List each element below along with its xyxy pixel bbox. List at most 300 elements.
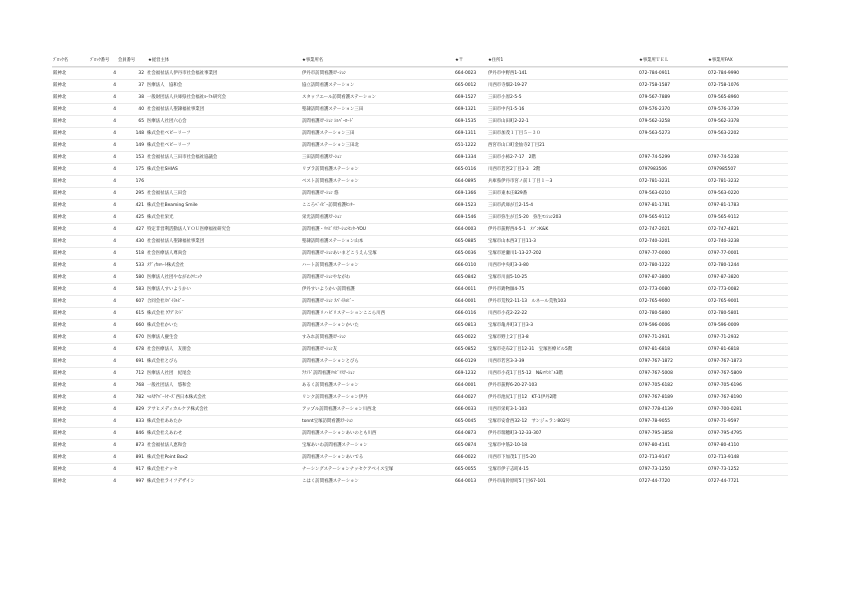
tel-cell: 0797-78-9055 [639,419,671,424]
tel-cell: 0797-81-1781 [639,203,671,208]
office-name-cell: 訪問看護ステーションとびら [302,359,359,364]
table-row [52,223,788,235]
table-row [52,427,788,439]
table-row [52,151,788,163]
block-number-cell: 4 [113,335,116,340]
member-number-cell: 678 [135,347,144,352]
fax-cell: 072-758-1076 [708,83,740,88]
postal-code-cell: 665-0874 [455,443,477,448]
member-number-cell: 660 [135,323,144,328]
block-number-cell: 4 [113,251,116,256]
fax-cell: 079-562-3378 [708,119,740,124]
office-name-cell: 訪問看護ステーション三田北 [302,143,359,148]
office-name-cell: こころﾍﾞｲﾋﾞｰ訪問看護ｾﾝﾀｰ [302,203,355,208]
office-name-cell: 伊丹市訪問看護ｽﾃｰｼｮﾝ [302,71,346,76]
operator-cell: 株式会社えあわせ [147,431,183,436]
table-row [52,283,788,295]
office-name-cell: 訪問看護ステーションかいた [302,323,359,328]
table-row [52,415,788,427]
office-name-cell: すみれ訪問看護ｽﾃｰｼｮﾝ [302,335,346,340]
member-number-cell: 153 [135,155,144,160]
member-number-cell: 427 [135,227,144,232]
block-name-cell: 阪神北 [53,479,67,484]
address-cell: 伊丹市荻野6-20-27-103 [488,383,538,388]
address-cell: 川西市小花1丁目5-12 N&ﾏﾘﾝﾋﾞﾙ3階 [488,371,563,376]
tel-cell: 079-562-3258 [639,119,671,124]
table-row [52,127,788,139]
postal-code-cell: 665-0885 [455,239,477,244]
block-name-cell: 阪神北 [53,143,67,148]
office-name-cell: 訪問看護ｽﾃｰｼｮﾝ ｽﾊﾟｲﾗﾙﾋﾞｰ [302,299,354,304]
block-name-cell: 阪神北 [53,83,67,88]
block-number-cell: 4 [113,143,116,148]
block-name-cell: 阪神北 [53,263,67,268]
postal-code-cell: 664-0023 [455,71,477,76]
tel-cell: 079-565-9112 [639,215,671,220]
office-name-cell: 栄光訪問看護ｽﾃｰｼｮﾝ [302,215,342,220]
block-name-cell: 阪神北 [53,383,67,388]
address-cell: 宝塚市安倉西32-12 サンジェラン802号 [488,419,571,424]
office-name-cell: ﾃｸﾉﾄﾞ訪問看護ﾘﾊﾋﾞﾘｽﾃｰｼｮﾝ [302,371,355,376]
block-name-cell: 阪神北 [53,455,67,460]
postal-code-cell: 669-1232 [455,371,477,376]
operator-cell: 株式会社かいた [147,323,178,328]
tel-cell: 072-740-3201 [639,239,671,244]
address-cell: 伊丹市荻野西4-5-1 ﾒｿﾞﾝK&K [488,227,549,232]
member-number-cell: 149 [135,143,144,148]
block-name-cell: 阪神北 [53,95,67,100]
table-row [52,451,788,463]
operator-cell: 株式会社Beaming Smile [147,203,198,208]
fax-cell: 072-780-1244 [708,263,740,268]
postal-code-cell: 666-0129 [455,359,477,364]
block-number-cell: 4 [113,419,116,424]
member-number-cell: 846 [135,431,144,436]
header-block-number: ﾌﾞﾛｯｸ番号 [90,58,110,63]
table-row [52,355,788,367]
table-row [52,439,788,451]
office-name-cell: アップル訪問看護ステーション川西北 [302,407,376,412]
table-row [52,331,788,343]
tel-cell: 0797-80-4141 [639,443,671,448]
header-address: ★住所1 [488,58,504,63]
operator-cell: 医療法人社団六心会 [147,119,187,124]
block-number-cell: 4 [113,131,116,136]
table-body [52,67,788,487]
address-cell: 宝塚市亀井町3丁目3-3 [488,323,534,328]
postal-code-cell: 664-0011 [455,287,477,292]
header-tel: ★事業所ＴＥＬ [639,58,669,63]
fax-cell: 0797-87-3820 [708,275,740,280]
member-number-cell: 430 [135,239,144,244]
address-cell: 伊丹市瑞穂町3-12-33-307 [488,431,542,436]
address-cell: 伊丹市南鈴原町5丁目67-101 [488,479,546,484]
operator-cell: 株式会社とびら [147,359,178,364]
address-cell: 宝塚市山本西3丁目11-3 [488,239,536,244]
block-number-cell: 4 [113,371,116,376]
member-number-cell: 580 [135,275,144,280]
block-number-cell: 4 [113,287,116,292]
table-row [52,247,788,259]
operator-cell: 株式会社ああたか [147,419,183,424]
operator-cell: 社会福祉法人伊丹市社会福祉事業団 [147,71,218,76]
block-name-cell: 阪神北 [53,395,67,400]
block-number-cell: 4 [113,167,116,172]
operator-cell: ﾒﾃﾞｨｶﾙﾊｰﾄ株式会社 [147,263,185,268]
block-number-cell: 4 [113,395,116,400]
fax-cell: 079-565-8960 [708,95,740,100]
block-number-cell: 4 [113,383,116,388]
block-number-cell: 4 [113,71,116,76]
tel-cell: 0797-778-4139 [639,407,673,412]
block-number-cell: 4 [113,467,116,472]
operator-cell: 社会福祉法人三田会 [147,191,187,196]
tel-cell: 079-563-5273 [639,131,671,136]
fax-cell: 072-740-3238 [708,239,740,244]
office-name-cell: リンク訪問看護ステーション伊丹 [302,395,368,400]
table-row [52,163,788,175]
member-number-cell: 32 [138,71,144,76]
member-number-cell: 670 [135,335,144,340]
tel-cell: 072-780-5800 [639,311,671,316]
member-number-cell: 518 [135,251,144,256]
block-name-cell: 阪神北 [53,239,67,244]
operator-cell: 社会医療法人 友朋会 [147,347,191,352]
fax-cell: 0797-767-5809 [708,371,742,376]
table-row [52,103,788,115]
block-number-cell: 4 [113,443,116,448]
office-name-cell: 聖隷訪問看護ステーション山本 [302,239,364,244]
member-number-cell: 712 [135,371,144,376]
fax-cell: 0797-795-4795 [708,431,742,436]
tel-cell: 0797-71-2931 [639,335,671,340]
member-number-cell: 583 [135,287,144,292]
postal-code-cell: 669-1321 [455,107,477,112]
member-number-cell: 295 [135,191,144,196]
block-number-cell: 4 [113,191,116,196]
block-name-cell: 阪神北 [53,347,67,352]
member-number-cell: 917 [135,467,144,472]
tel-cell: 0797-73-1250 [639,467,671,472]
address-cell: 三田市中内1-5-16 [488,107,525,112]
fax-cell: 079-596-0009 [708,323,740,328]
postal-code-cell: 664-0001 [455,299,477,304]
block-name-cell: 阪神北 [53,419,67,424]
member-number-cell: 997 [135,479,144,484]
operator-cell: 一般財団法人兵庫県社会福祉ﾙｰﾃﾙ研究会 [147,95,227,100]
block-name-cell: 阪神北 [53,227,67,232]
office-name-cell: あるく訪問看護ステーション [302,383,359,388]
block-number-cell: 4 [113,299,116,304]
address-cell: 宝塚市逆瀬川1-13-27-202 [488,251,542,256]
postal-code-cell: 665-0116 [455,167,477,172]
table-row [52,463,788,475]
tel-cell: 0797-81-6818 [639,347,671,352]
block-number-cell: 4 [113,347,116,352]
table-row [52,403,788,415]
operator-cell: 合同会社ｽﾊﾟｲﾗﾙﾋﾞｰ [147,299,185,304]
fax-cell: 079-576-3739 [708,107,740,112]
postal-code-cell: 669-1546 [455,215,477,220]
operator-cell: 一般社団法人 悠和会 [147,383,191,388]
block-name-cell: 阪神北 [53,251,67,256]
postal-code-cell: 669-1535 [455,119,477,124]
table-row [52,115,788,127]
operator-cell: 株式会社ライフデザイン [147,479,195,484]
member-number-cell: 891 [135,455,144,460]
block-name-cell: 阪神北 [53,215,67,220]
block-name-cell: 阪神北 [53,131,67,136]
postal-code-cell: 664-0001 [455,383,477,388]
address-cell: 川西市中央町3-3-80 [488,263,529,268]
postal-code-cell: 664-0013 [455,479,477,484]
block-number-cell: 4 [113,119,116,124]
header-office-name: ★事業所名 [302,58,324,63]
operator-cell: 社会福祉法人聖隷福祉事業団 [147,239,205,244]
address-cell: 三田市弥生が丘5-20 弥生ﾏﾝｼｮﾝ203 [488,215,562,220]
postal-code-cell: 669-1523 [455,203,477,208]
address-cell: 伊丹市鋳物師4-75 [488,287,525,292]
tel-cell: 0797983506 [639,167,667,172]
block-name-cell: 阪神北 [53,407,67,412]
address-cell: 宝塚市中筋2-10-18 [488,443,528,448]
header-operator: ★経営主体 [148,58,170,63]
table-row [52,379,788,391]
operator-cell: 株式会社SHIAS [147,167,178,172]
tel-cell: 072-780-1222 [639,263,671,268]
table-row [52,199,788,211]
table-row [52,271,788,283]
block-number-cell: 4 [113,107,116,112]
postal-code-cell: 669-1527 [455,95,477,100]
office-name-cell: リブラ訪問看護ステーション [302,167,359,172]
block-name-cell: 阪神北 [53,299,67,304]
operator-cell: 株式会社ベビーリーフ [147,143,191,148]
tel-cell: 072-747-2021 [639,227,671,232]
block-name-cell: 阪神北 [53,431,67,436]
operator-cell: 社会福祉法人恵和会 [147,443,187,448]
office-name-cell: 宝塚あいわ訪問看護ステーション [302,443,368,448]
postal-code-cell: 669-1334 [455,155,477,160]
address-cell: 三田市加茂１丁目５－３０ [488,131,541,136]
block-name-cell: 阪神北 [53,287,67,292]
address-cell: 川西市小花2-22-22 [488,311,528,316]
address-cell: 三田市山田町2-22-1 [488,119,529,124]
fax-cell: 0797-71-9597 [708,419,740,424]
fax-cell: 0797-705-6196 [708,383,742,388]
address-cell: 川西市下加茂1丁目5-20 [488,455,536,460]
block-name-cell: 阪神北 [53,371,67,376]
operator-cell: 株式会社ナッセ [147,467,178,472]
block-name-cell: 阪神北 [53,107,67,112]
office-name-cell: ナーシングステーションナッセケアベイス宝塚 [302,467,394,472]
address-cell: 伊丹市荒牧2-11-13 ルネール荒牧103 [488,299,566,304]
office-name-cell: こはく訪問看護ステーション [302,479,359,484]
operator-cell: 医療法人 協和会 [147,83,183,88]
member-number-cell: 768 [135,383,144,388]
address-cell: 西宮市山口町金仙寺2丁目21 [488,143,545,148]
block-name-cell: 阪神北 [53,167,67,172]
block-number-cell: 4 [113,239,116,244]
fax-cell: 072-784-9990 [708,71,740,76]
postal-code-cell: 669-1366 [455,191,477,196]
tel-cell: 079-567-7889 [639,95,671,100]
tel-cell: 072-773-0080 [639,287,671,292]
table-row [52,259,788,271]
tel-cell: 0727-44-7720 [639,479,671,484]
address-cell: 三田市小原2-5-5 [488,95,522,100]
operator-cell: 特定非営利活動法人ＹＯＵ医療福祉研究会 [147,227,231,232]
member-number-cell: 38 [138,95,144,100]
tel-cell: 0797-77-0000 [639,251,671,256]
block-number-cell: 4 [113,263,116,268]
block-name-cell: 阪神北 [53,311,67,316]
office-name-cell: 三田訪問看護ｽﾃｰｼｮﾝ [302,155,342,160]
block-name-cell: 阪神北 [53,119,67,124]
block-name-cell: 阪神北 [53,203,67,208]
block-number-cell: 4 [113,359,116,364]
tel-cell: 079-596-0006 [639,323,671,328]
table-row [52,391,788,403]
fax-cell: 0797-73-1252 [708,467,740,472]
operator-cell: 医療法人社団やながわｸﾘﾆｯｸ [147,275,202,280]
table-row [52,295,788,307]
member-number-cell: 425 [135,215,144,220]
fax-cell: 0797-81-1783 [708,203,740,208]
member-number-cell: 833 [135,419,144,424]
postal-code-cell: 665-0852 [455,347,477,352]
block-name-cell: 阪神北 [53,275,67,280]
fax-cell: 072-713-9148 [708,455,740,460]
office-name-cell: 聖隷訪問看護ステーション三田 [302,107,364,112]
table-row [52,79,788,91]
fax-cell: 0797-74-5238 [708,155,740,160]
operator-cell: 社会福祉法人聖隷福祉事業団 [147,107,205,112]
member-number-cell: 533 [135,263,144,268]
fax-cell: 0797-71-2932 [708,335,740,340]
block-name-cell: 阪神北 [53,179,67,184]
fax-cell: 0797-700-0281 [708,407,742,412]
postal-code-cell: 666-0022 [455,455,477,460]
table-row [52,307,788,319]
member-number-cell: 607 [135,299,144,304]
fax-cell: 0797-767-8190 [708,395,742,400]
fax-cell: 0797-767-1873 [708,359,742,364]
operator-cell: 株式会社栄光 [147,215,174,220]
block-name-cell: 阪神北 [53,155,67,160]
address-cell: 川西市若宮3-3-39 [488,359,525,364]
tel-cell: 072-713-9147 [639,455,671,460]
tel-cell: 0797-74-5299 [639,155,671,160]
office-name-cell: 訪問看護ｽﾃｰｼｮﾝ友 [302,347,338,352]
table-row [52,139,788,151]
postal-code-cell: 665-0012 [455,83,477,88]
member-number-cell: 37 [138,83,144,88]
member-number-cell: 421 [135,203,144,208]
postal-code-cell: 664-0873 [455,431,477,436]
operator-cell: 株式会社Point Box2 [147,455,188,460]
table-header-row [52,55,788,67]
block-number-cell: 4 [113,323,116,328]
block-number-cell: 4 [113,215,116,220]
member-number-cell: 782 [135,395,144,400]
block-number-cell: 4 [113,203,116,208]
tel-cell: 072-758-1587 [639,83,671,88]
block-name-cell: 阪神北 [53,443,67,448]
address-cell: 宝塚市川面5-10-25 [488,275,528,280]
fax-cell: 072-773-0082 [708,287,740,292]
fax-cell: 079-563-0220 [708,191,740,196]
tel-cell: 072-781-3231 [639,179,671,184]
block-name-cell: 阪神北 [53,71,67,76]
member-number-cell: 873 [135,443,144,448]
fax-cell: 0797985507 [708,167,736,172]
table-row [52,475,788,487]
postal-code-cell: 665-0842 [455,275,477,280]
member-number-cell: 691 [135,359,144,364]
table-row [52,235,788,247]
table-row [52,175,788,187]
postal-code-cell: 669-1311 [455,131,477,136]
operator-cell: 社会福祉法人三田市社会福祉協議会 [147,155,218,160]
fax-cell: 072-781-3232 [708,179,740,184]
member-number-cell: 829 [135,407,144,412]
operator-cell: アサヒメディカルケア株式会社 [147,407,209,412]
tel-cell: 079-576-2370 [639,107,671,112]
table-row [52,91,788,103]
fax-cell: 072-747-4821 [708,227,740,232]
office-name-cell: 訪問看護ｽﾃｰｼｮﾝ 悠 [302,191,339,196]
header-member-number: 会員番号 [118,58,136,63]
office-name-cell: 訪問看護ｽﾃｰｼｮﾝやながわ [302,275,351,280]
block-name-cell: 阪神北 [53,191,67,196]
postal-code-cell: 666-0110 [455,263,477,268]
address-cell: 三田市小柿2-7-17 2階 [488,155,536,160]
postal-code-cell: 664-0895 [455,179,477,184]
block-name-cell: 阪神北 [53,359,67,364]
office-name-cell: 訪問看護ｽﾃｰｼｮﾝ ｼﾙﾊﾞｰﾛｰﾄﾞ [302,119,354,124]
operator-cell: 医療法人社団 紀尾会 [147,371,191,376]
tel-cell: 079-563-0210 [639,191,671,196]
operator-cell: 医療法人慶生会 [147,335,178,340]
operator-cell: ﾍﾙｽｹｱﾊﾟｰﾄﾅｰｽﾞ西日本株式会社 [147,395,207,400]
address-cell: 川西市寺畑2-19-27 [488,83,528,88]
address-cell: 伊丹市池尻1丁目12 KT-1伊丹2階 [488,395,557,400]
address-cell: 宝塚市売布2丁目12-31 宝塚医療ビル5階 [488,347,573,352]
tel-cell: 0797-705-6182 [639,383,673,388]
fax-cell: 0797-77-0001 [708,251,740,256]
block-number-cell: 4 [113,83,116,88]
postal-code-cell: 665-0813 [455,323,477,328]
block-name-cell: 阪神北 [53,467,67,472]
office-name-cell: 訪問看護・ﾘﾊﾋﾞﾘｽﾃｰｼｮﾝｾﾝﾀｰYOU [302,227,366,232]
address-cell: 伊丹市中野西1-141 [488,71,528,76]
postal-code-cell: 664-0003 [455,227,477,232]
table-row [52,343,788,355]
fax-cell: 0727-44-7721 [708,479,740,484]
block-name-cell: 阪神北 [53,335,67,340]
office-name-cell: 訪問看護ｽﾃｰｼｮﾝあいまどこうえん宝塚 [302,251,377,256]
block-number-cell: 4 [113,479,116,484]
postal-code-cell: 665-0036 [455,251,477,256]
postal-code-cell: 666-0116 [455,311,477,316]
postal-code-cell: 665-0055 [455,467,477,472]
office-name-cell: 伊丹すいようかい訪問看護 [302,287,355,292]
fax-cell: 079-565-9112 [708,215,740,220]
block-number-cell: 4 [113,407,116,412]
office-name-cell: 訪問看護ステーション三田 [302,131,355,136]
header-block-name: ﾌﾞﾛｯｸ名 [53,58,69,63]
